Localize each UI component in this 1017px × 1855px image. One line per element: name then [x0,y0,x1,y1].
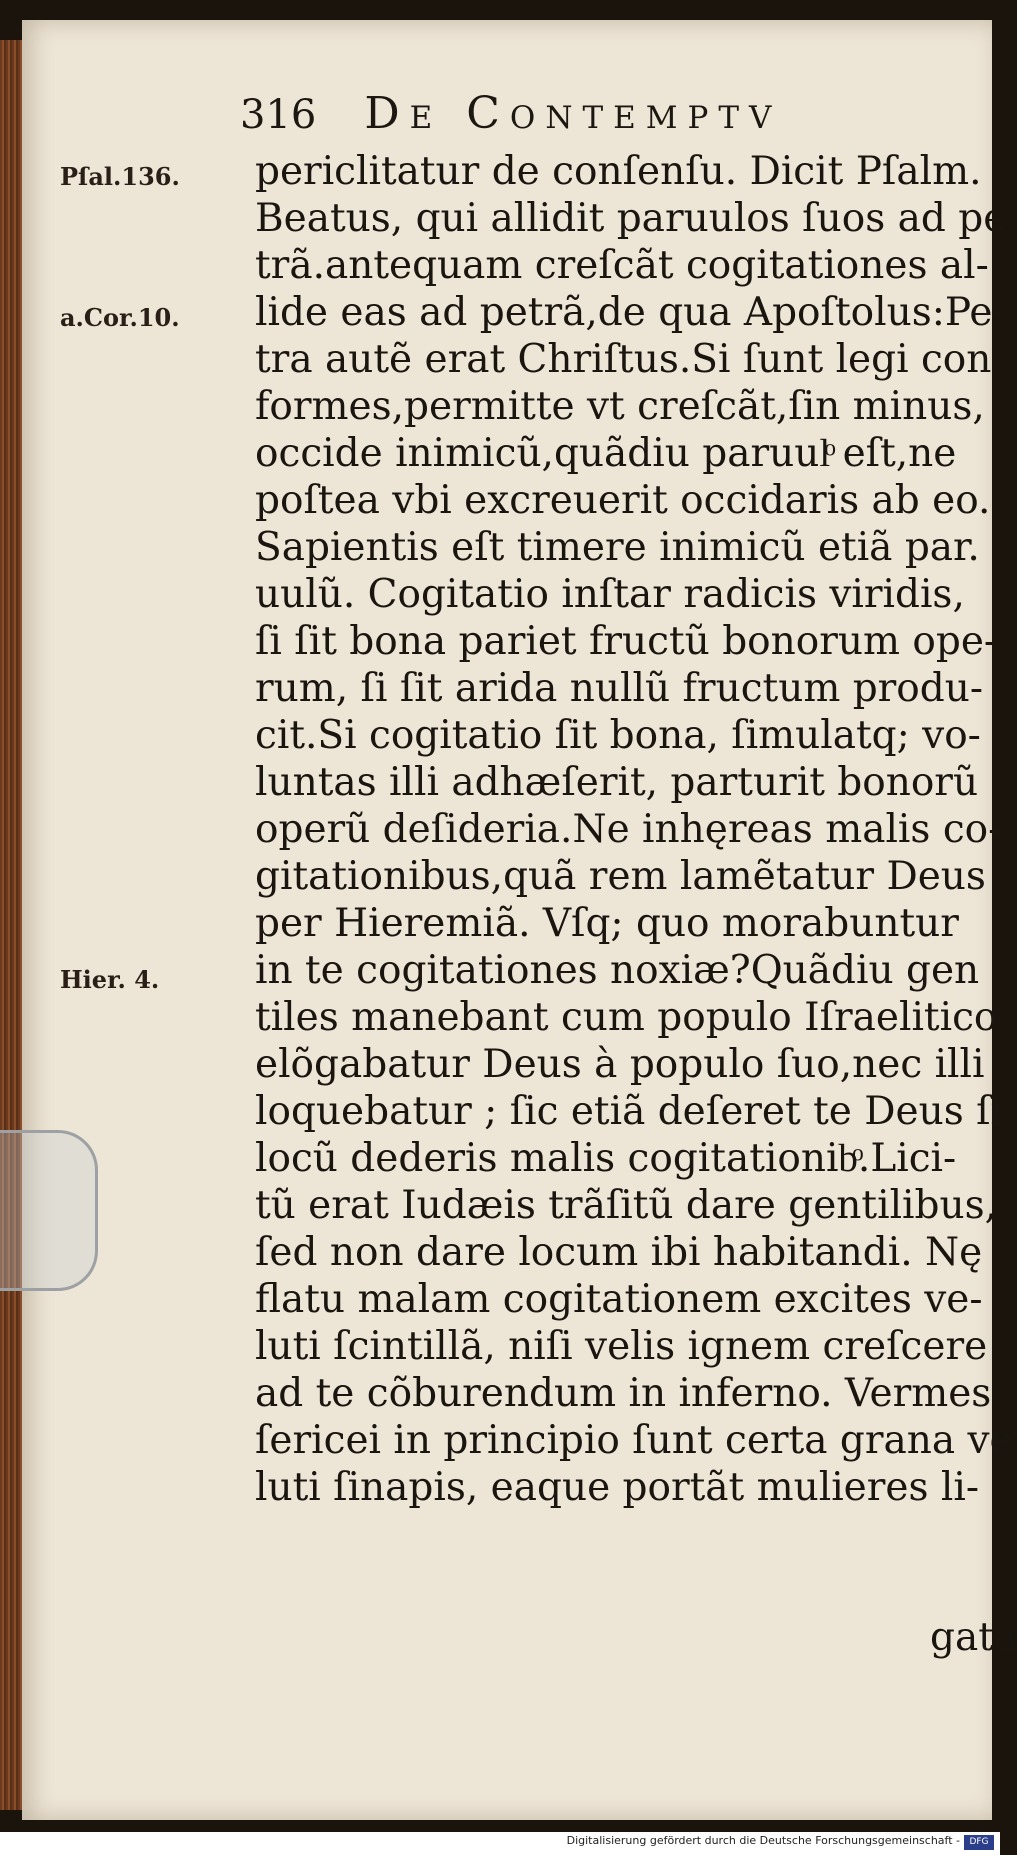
text-line: occide inimicũ,quãdiu paruulͦ eſt,ne [255,431,957,476]
text-line: ad te cõburendum in inferno. Vermes [255,1371,992,1416]
text-line: Beatus, qui allidit paruulos ſuos ad pe [255,196,1007,241]
text-line: locũ dederis malis cogitationibͦ.Lici- [255,1136,957,1181]
text-line: tũ erat Iudæis trãſitũ dare gentilibus, [255,1183,998,1228]
text-line: trã.antequam creſcãt cogitationes al- [255,243,989,288]
footer-credit: Digitalisierung gefördert durch die Deutsche Forschungsgemeinschaft - [566,1834,960,1847]
text-line: rum, ſi ſit arida nullũ fructum produ- [255,666,984,711]
text-line: luti ſinapis, eaque portãt mulieres li- [255,1465,980,1510]
text-line: ſi ſit bona pariet fructũ bonorum ope- [255,619,998,664]
text-line: periclitatur de conſenſu. Dicit Pſalm. [255,149,982,194]
text-line: ſed non dare locum ibi habitandi. Nę [255,1230,983,1275]
text-line: operũ deſideria.Ne inhęreas malis co- [255,807,1002,852]
text-line: Sapientis eſt timere inimicũ etiã par. [255,525,980,570]
page-header [240,88,940,139]
marginal-note-corinthians: a.Cor.10. [60,303,180,332]
text-line: in te cogitationes noxiæ?Quãdiu gen [255,948,980,993]
catchword: gata [930,1615,1017,1660]
marginal-note-jeremiah: Hier. 4. [60,965,160,994]
running-head: De Contemptv [364,88,782,139]
text-line: flatu malam cogitationem excites ve- [255,1277,983,1322]
page-number: 316 [240,92,317,138]
footer-bar [0,1832,1000,1855]
marginal-note-psalm: Pſal.136. [60,162,180,191]
text-line: formes,permitte vt creſcãt,ſin minus, [255,384,985,429]
text-line: lide eas ad petrã,de qua Apoſtolus:Pe- [255,290,1006,335]
text-line: gitationibus,quã rem lamẽtatur Deus [255,854,986,899]
text-line: uulũ. Cogitatio inſtar radicis viridis, [255,572,965,617]
body-text [255,148,1013,1511]
text-line: luntas illi adhæſerit, parturit bonorũ [255,760,979,805]
text-line: tiles manebant cum populo Iſraelitico [255,995,998,1040]
text-line: loquebatur ; ſic etiã deſeret te Deus ſi [255,1089,1004,1134]
text-line: poſtea vbi excreuerit occidaris ab eo. [255,478,991,523]
text-line: ſericei in principio ſunt certa grana ve [255,1418,1013,1463]
dfg-logo-icon: DFG [964,1835,994,1850]
text-line: luti ſcintillã, niſi velis ignem creſcere [255,1324,988,1369]
page-clip [0,1130,98,1291]
text-line: tra autẽ erat Chriſtus.Si ſunt legi con. [255,337,1004,382]
text-line: per Hieremiã. Vſq; quo morabuntur [255,901,959,946]
text-line: cit.Si cogitatio ſit bona, ſimulatq; vo- [255,713,981,758]
text-line: elõgabatur Deus à populo ſuo,nec illi [255,1042,985,1087]
